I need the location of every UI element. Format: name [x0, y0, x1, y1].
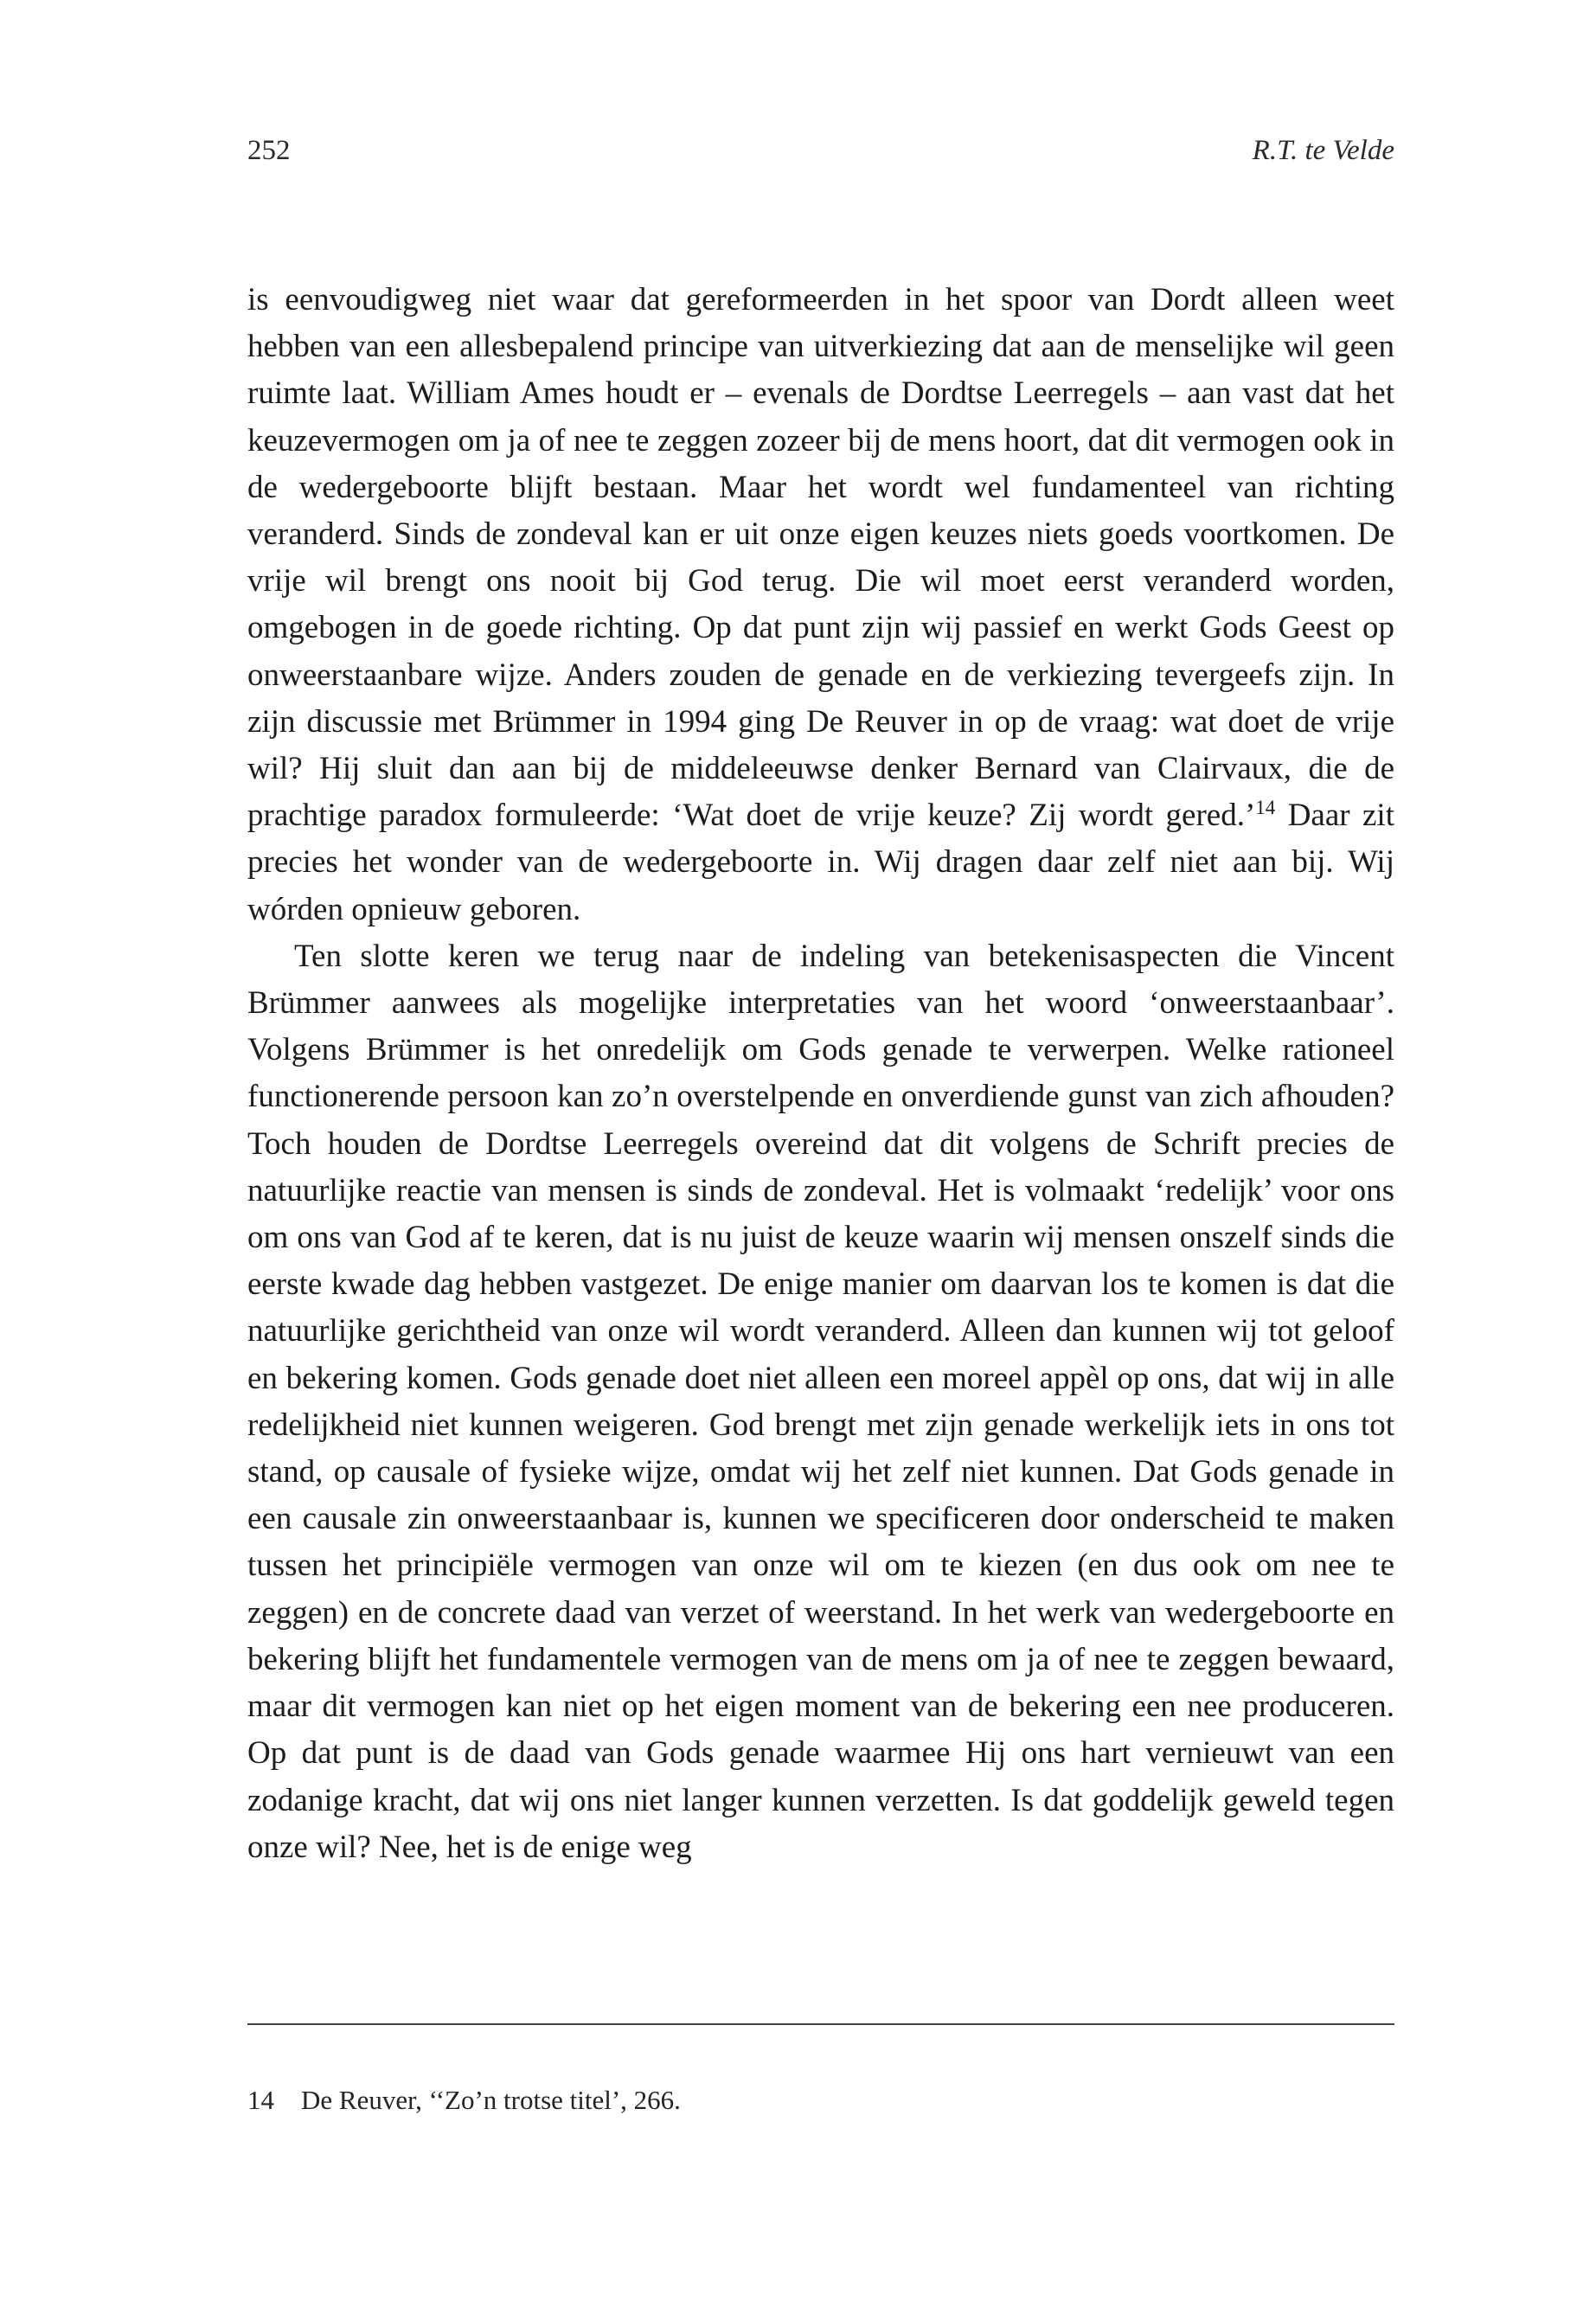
footnote	[247, 2083, 1394, 2118]
running-head-author: R.T. te Velde	[1252, 135, 1394, 166]
footnote-divider	[247, 2023, 1394, 2025]
paragraph-text: Daar zit precies het wonder van de wedergeboorte in. Wij dragen daar zelf niet aan bij. Wij wórden opnieuw geboren.	[247, 798, 1394, 927]
page-number: 252	[247, 135, 291, 166]
body-text	[247, 277, 1394, 1871]
footnote-text: De Reuver, ‘‘Zo’n trotse titel’, 266.	[301, 2085, 681, 2115]
paragraph	[247, 277, 1394, 933]
running-head	[247, 135, 1394, 178]
paragraph-text: is eenvoudigweg niet waar dat gereformeerden in het spoor van Dordt alleen weet hebben van een allesbepalend principe van uitverkiezing dat aan de menselijke wil geen ruimte laat. William Ames houdt er – evenals de Dordtse Leerregels – aan vast dat het keuzevermogen om ja of nee te zeggen zozeer bij de mens hoort, dat dit vermogen ook in de wedergeboorte blijft bestaan. Maar het wordt wel fundamenteel van richting veranderd. Sinds de zondeval kan er uit onze eigen keuzes niets goeds voortkomen. De vrije wil brengt ons nooit bij God terug. Die wil moet eerst veranderd worden, omgebogen in de goede richting. Op dat punt zijn wij passief en werkt Gods Geest op onweerstaanbare wijze. Anders zouden de genade en de verkiezing tevergeefs zijn. In zijn discussie met Brümmer in 1994 ging De Reuver in op de vraag: wat doet de vrije wil? Hij sluit dan aan bij de middeleeuwse denker Bernard van Clairvaux, die de prachtige paradox formuleerde: ‘Wat doet de vrije keuze? Zij wordt gered.’	[247, 282, 1394, 834]
footnote-reference[interactable]: 14	[1255, 797, 1276, 819]
paragraph: Ten slotte keren we terug naar de indeling van betekenisaspecten die Vincent Brümmer aanwees als mogelijke interpretaties van het woord ‘onweerstaanbaar’. Volgens Brümmer is het onredelijk om Gods genade te verwerpen. Welke rationeel functionerende persoon kan zo’n overstelpende en onverdiende gunst van zich afhouden? Toch houden de Dordtse Leerregels overeind dat dit volgens de Schrift precies de natuurlijke reactie van mensen is sinds de zondeval. Het is volmaakt ‘redelijk’ voor ons om ons van God af te keren, dat is nu juist de keuze waarin wij mensen onszelf sinds die eerste kwade dag hebben vastgezet. De enige manier om daarvan los te komen is dat die natuurlijke gerichtheid van onze wil wordt veranderd. Alleen dan kunnen wij tot geloof en bekering komen. Gods genade doet niet alleen een moreel appèl op ons, dat wij in alle redelijkheid niet kunnen weigeren. God brengt met zijn genade werkelijk iets in ons tot stand, op causale of fysieke wijze, omdat wij het zelf niet kunnen. Dat Gods genade in een causale zin onweerstaanbaar is, kunnen we specificeren door onderscheid te maken tussen het principiële vermogen van onze wil om te kiezen (en dus ook om nee te zeggen) en de concrete daad van verzet of weerstand. In het werk van wedergeboorte en bekering blijft het fundamentele vermogen van de mens om ja of nee te zeggen bewaard, maar dit vermogen kan niet op het eigen moment van de bekering een nee produceren. Op dat punt is de daad van Gods genade waarmee Hij ons hart vernieuwt van een zodanige kracht, dat wij ons niet langer kunnen verzetten. Is dat goddelijk geweld tegen onze wil? Nee, het is de enige weg	[247, 938, 1394, 1865]
footnote-number: 14	[247, 2085, 274, 2115]
